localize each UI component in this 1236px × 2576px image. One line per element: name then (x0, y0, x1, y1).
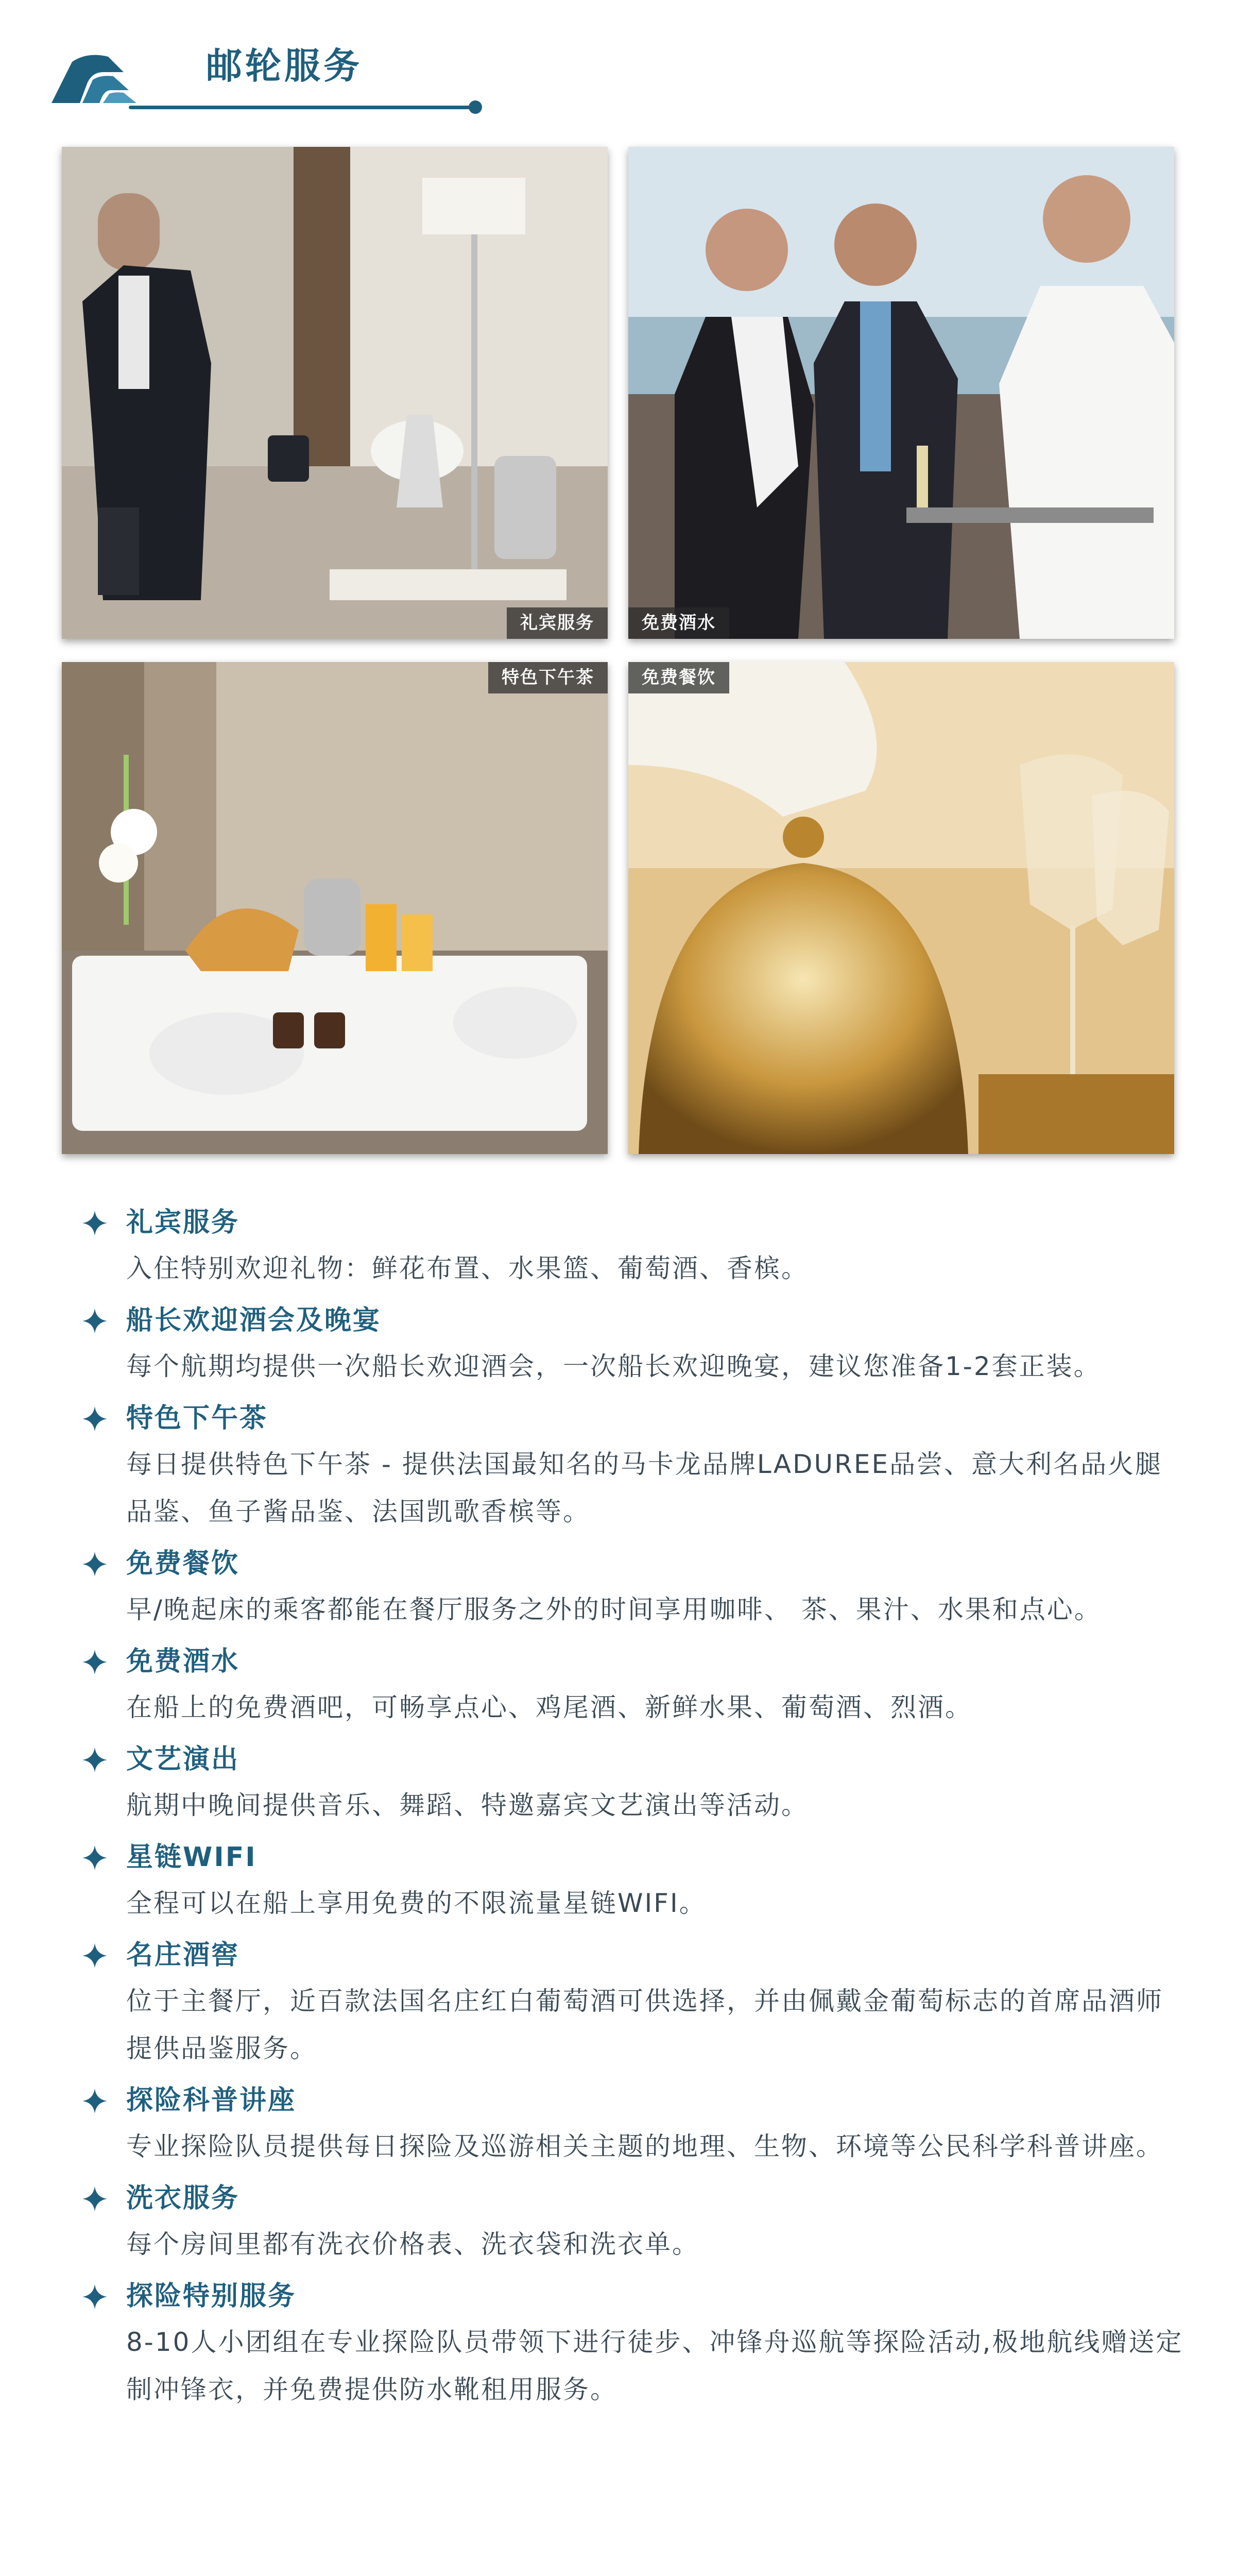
tea-scene (62, 662, 608, 1154)
service-desc: 每个房间里都有洗衣价格表、洗衣袋和洗衣单。 (126, 2229, 699, 2259)
service-desc: 专业探险队员提供每日探险及巡游相关主题的地理、生物、环境等公民科学科普讲座。 (126, 2131, 1163, 2161)
service-title: 星链WIFI (126, 1842, 257, 1873)
service-desc: 在船上的免费酒吧，可畅享点心、鸡尾酒、新鲜水果、葡萄酒、烈酒。 (126, 1692, 972, 1722)
photo-label: 免费餐饮 (628, 662, 729, 693)
list-item (82, 1933, 1184, 2072)
drinks-scene (628, 147, 1174, 639)
service-desc: 全程可以在船上享用免费的不限流量星链WIFI。 (126, 1888, 707, 1918)
wave-logo-icon (52, 52, 152, 108)
photo-label: 特色下午茶 (488, 662, 608, 693)
service-title: 免费餐饮 (126, 1548, 240, 1579)
sparkle-icon (82, 1406, 107, 1431)
service-desc: 每日提供特色下午茶 - 提供法国最知名的马卡龙品牌LADUREE品尝、意大利名品火腿品鉴、鱼子酱品鉴、法国凯歌香槟等。 (126, 1449, 1163, 1527)
sparkle-icon (82, 1650, 107, 1674)
service-desc: 航期中晚间提供音乐、舞蹈、特邀嘉宾文艺演出等活动。 (126, 1790, 809, 1820)
photo-free-drinks (628, 147, 1174, 639)
list-item (82, 1200, 1184, 1292)
photo-afternoon-tea (62, 662, 608, 1154)
list-item (82, 1396, 1184, 1535)
service-title: 特色下午茶 (126, 1403, 268, 1434)
services-list (82, 1200, 1184, 2419)
photo-label: 礼宾服务 (507, 607, 608, 639)
list-item (82, 1541, 1184, 1633)
sparkle-icon (82, 1309, 107, 1333)
service-title: 洗衣服务 (126, 2183, 240, 2214)
list-item (82, 2078, 1184, 2170)
sparkle-icon (82, 1211, 107, 1235)
service-desc: 8-10人小团组在专业探险队员带领下进行徒步、冲锋舟巡航等探险活动,极地航线赠送定制冲锋衣，并免费提供防水靴租用服务。 (126, 2327, 1183, 2404)
sparkle-icon (82, 1748, 107, 1772)
service-desc: 位于主餐厅，近百款法国名庄红白葡萄酒可供选择，并由佩戴金葡萄标志的首席品酒师提供品鉴服务。 (126, 1986, 1163, 2063)
list-item (82, 1737, 1184, 1829)
sparkle-icon (82, 1552, 107, 1577)
service-desc: 入住特别欢迎礼物：鲜花布置、水果篮、葡萄酒、香槟。 (126, 1253, 809, 1283)
service-desc: 早/晚起床的乘客都能在餐厅服务之外的时间享用咖啡、 茶、果汁、水果和点心。 (126, 1595, 1102, 1624)
service-title: 船长欢迎酒会及晚宴 (126, 1305, 382, 1336)
list-item (82, 1298, 1184, 1390)
service-title: 探险科普讲座 (126, 2085, 297, 2116)
sparkle-icon (82, 1845, 107, 1870)
title-underline-dot (469, 100, 482, 114)
service-desc: 每个航期均提供一次船长欢迎酒会，一次船长欢迎晚宴，建议您准备1-2套正装。 (126, 1351, 1101, 1381)
sparkle-icon (82, 2187, 107, 2211)
photo-concierge (62, 147, 608, 639)
sparkle-icon (82, 1943, 107, 1968)
list-item (82, 1639, 1184, 1731)
page-title: 邮轮服务 (206, 45, 363, 87)
list-item (82, 1835, 1184, 1927)
list-item (82, 2274, 1184, 2413)
service-title: 名庄酒窖 (126, 1940, 240, 1971)
section-header (52, 44, 489, 121)
title-underline (129, 106, 474, 109)
photo-label: 免费酒水 (628, 607, 729, 639)
sparkle-icon (82, 2284, 107, 2309)
list-item (82, 2176, 1184, 2268)
dining-scene (628, 662, 1174, 1154)
service-title: 探险特别服务 (126, 2281, 297, 2312)
service-title: 文艺演出 (126, 1744, 240, 1775)
service-title: 免费酒水 (126, 1646, 240, 1677)
service-title: 礼宾服务 (126, 1207, 240, 1238)
sparkle-icon (82, 2089, 107, 2113)
photo-free-dining (628, 662, 1174, 1154)
concierge-scene (62, 147, 608, 639)
